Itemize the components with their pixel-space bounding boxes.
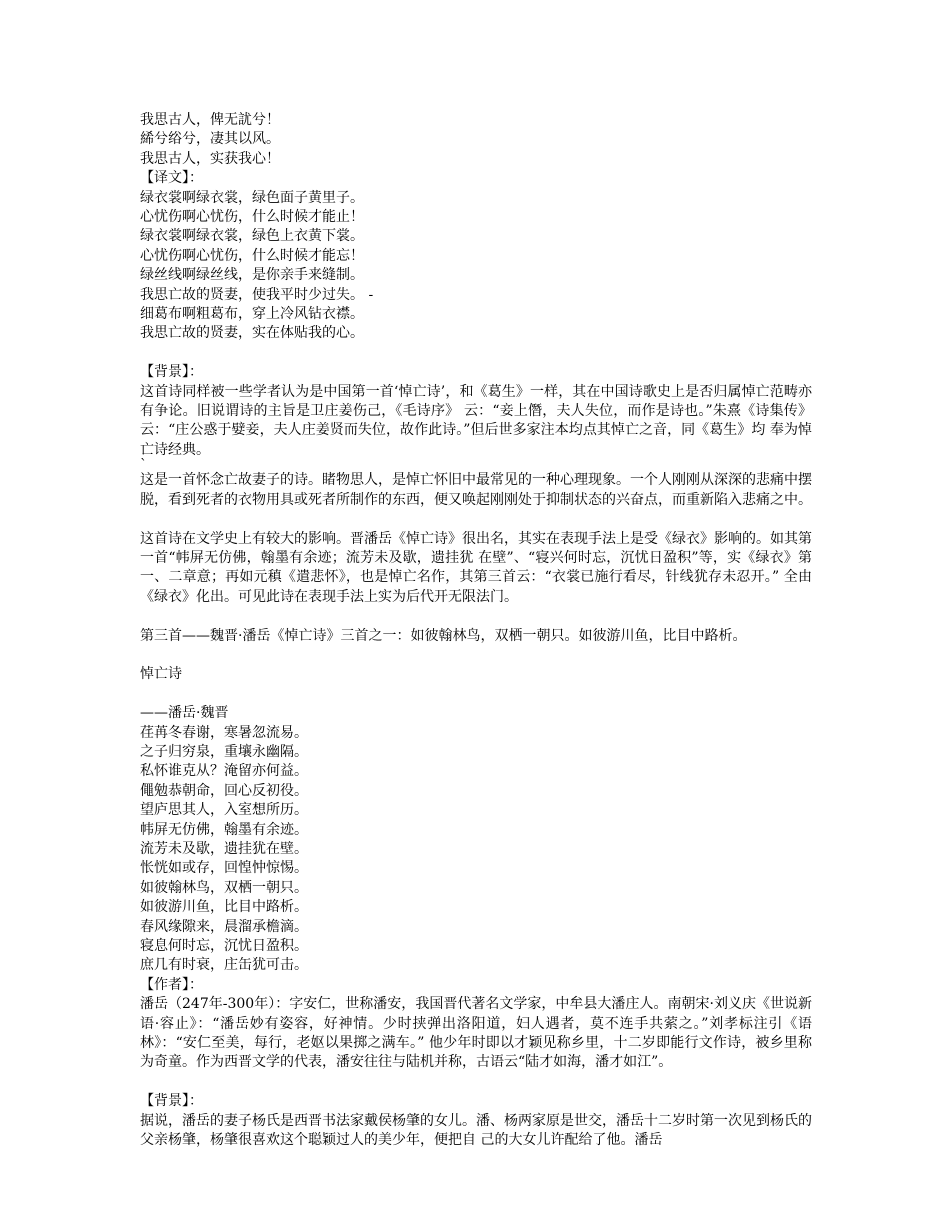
poem-line: 怅恍如或存，回惶忡惊惕。 bbox=[140, 860, 308, 877]
author-heading: 【作者】： bbox=[140, 976, 203, 993]
author-paragraph: 潘岳（247年-300年）：字安仁，世称潘安，我国晋代著名文学家，中牟县大潘庄人。南朝宋·刘义庆《世说新语·容止》：“潘岳妙有姿容，好神情。少时挟弹出洛阳道，妇人遇者，莫不连手共萦之。”刘孝标注引《语林》：“安仁至美，每行，老妪以果掷之满车。” 他少年时即以才颖见称乡里，十二岁即能行文作诗，被乡里称为奇童。作为西晋文学的代表，潘安往往与陆机并称，古语云“陆才如海，潘才如江”。 bbox=[140, 996, 812, 1071]
poem-author: ——潘岳·魏晋 bbox=[140, 705, 229, 722]
translation-line: 绿衣裳啊绿衣裳，绿色上衣黄下裳。 bbox=[140, 228, 364, 245]
blank-line bbox=[140, 646, 812, 665]
poem-line: 望庐思其人，入室想所历。 bbox=[140, 802, 308, 819]
background-paragraph: 据说，潘岳的妻子杨氏是西晋书法家戴侯杨肇的女儿。潘、杨两家原是世交，潘岳十二岁时第一次见到杨氏的父亲杨肇，杨肇很喜欢这个聪颖过人的美少年，便把自 己的大女儿许配给了他。潘岳 bbox=[140, 1112, 812, 1149]
background-paragraph: 这首诗在文学史上有较大的影响。晋潘岳《悼亡诗》很出名，其实在表现手法上是受《绿衣》影响的。如其第一首“帏屏无仿佛，翰墨有余迹；流芳未及歇，遗挂犹 在壁”、“寝兴何时忘，沉忧日盈积”等，实《绿衣》第一、二章意；再如元稹《遣悲怀》，也是悼亡名作，其第三首云：“衣裳已施行看尽，针线犹存未忍开。” 全由《绿衣》化出。可见此诗在表现手法上实为后代开无限法门。 bbox=[140, 530, 812, 605]
document-page bbox=[140, 111, 812, 1150]
background-paragraph: 这首诗同样被一些学者认为是中国第一首‘悼亡诗’，和《葛生》一样，其在中国诗歌史上是否归属悼亡范畴亦有争论。旧说谓诗的主旨是卫庄姜伤己，《毛诗序》 云：“妾上僭，夫人失位，而作是诗也。”朱熹《诗集传》云：“庄公惑于嬖妾，夫人庄姜贤而失位，故作此诗。”但后世多家注本均点其悼亡之音，同《葛生》均 奉为悼亡诗经典。 bbox=[140, 383, 812, 458]
poem-line: 之子归穷泉，重壤永幽隔。 bbox=[140, 743, 308, 760]
poem-line: 絺兮绤兮，凄其以风。 bbox=[140, 131, 280, 148]
blank-line bbox=[140, 1073, 812, 1092]
stray-mark: ` bbox=[140, 457, 147, 474]
blank-line bbox=[140, 685, 812, 704]
poem-line: 我思古人，实获我心！ bbox=[140, 150, 280, 167]
translation-line: 心忧伤啊心忧伤，什么时候才能止！ bbox=[140, 209, 364, 226]
translation-line: 我思亡故的贤妻，实在体贴我的心。 bbox=[140, 325, 364, 342]
poem-line: 僶勉恭朝命，回心反初役。 bbox=[140, 782, 308, 799]
poem-line: 如彼翰林鸟，双栖一朝只。 bbox=[140, 879, 308, 896]
poem-line: 寝息何时忘，沉忧日盈积。 bbox=[140, 937, 308, 954]
poem-line: 荏苒冬春谢，寒暑忽流易。 bbox=[140, 724, 308, 741]
translation-line: 绿丝线啊绿丝线，是你亲手来缝制。 bbox=[140, 267, 364, 284]
poem-line: 流芳未及歇，遗挂犹在壁。 bbox=[140, 840, 308, 857]
poem-line: 私怀谁克从？淹留亦何益。 bbox=[140, 763, 308, 780]
blank-line bbox=[140, 510, 812, 529]
translation-line: 我思亡故的贤妻，使我平时少过失。 - bbox=[140, 286, 374, 303]
translation-line: 细葛布啊粗葛布，穿上冷风钻衣襟。 bbox=[140, 306, 364, 323]
background-heading: 【背景】： bbox=[140, 364, 203, 381]
translation-line: 绿衣裳啊绿衣裳，绿色面子黄里子。 bbox=[140, 189, 364, 206]
poem-line: 庶几有时衰，庄缶犹可击。 bbox=[140, 957, 308, 974]
translation-line: 心忧伤啊心忧伤，什么时候才能忘！ bbox=[140, 247, 364, 264]
blank-line bbox=[140, 344, 812, 363]
poem-title: 悼亡诗 bbox=[140, 666, 182, 683]
blank-line bbox=[140, 607, 812, 626]
background-paragraph: 这是一首怀念亡故妻子的诗。睹物思人，是悼亡怀旧中最常见的一种心理现象。一个人刚刚从深深的悲痛中摆脱，看到死者的衣物用具或死者所制作的东西，便又唤起刚刚处于抑制状态的兴奋点，而重新陷入悲痛之中。 bbox=[140, 472, 812, 508]
third-poem-intro: 第三首——魏晋·潘岳《悼亡诗》三首之一：如彼翰林鸟，双栖一朝只。如彼游川鱼，比目中路析。 bbox=[140, 627, 747, 644]
poem-line: 帏屏无仿佛，翰墨有余迹。 bbox=[140, 821, 308, 838]
poem-line: 如彼游川鱼，比目中路析。 bbox=[140, 899, 308, 916]
poem-line: 我思古人，俾无訧兮！ bbox=[140, 112, 280, 128]
poem-line: 春风缘隙来，晨溜承檐滴。 bbox=[140, 918, 308, 935]
background-heading: 【背景】： bbox=[140, 1093, 203, 1110]
translation-heading: 【译文】： bbox=[140, 170, 203, 187]
